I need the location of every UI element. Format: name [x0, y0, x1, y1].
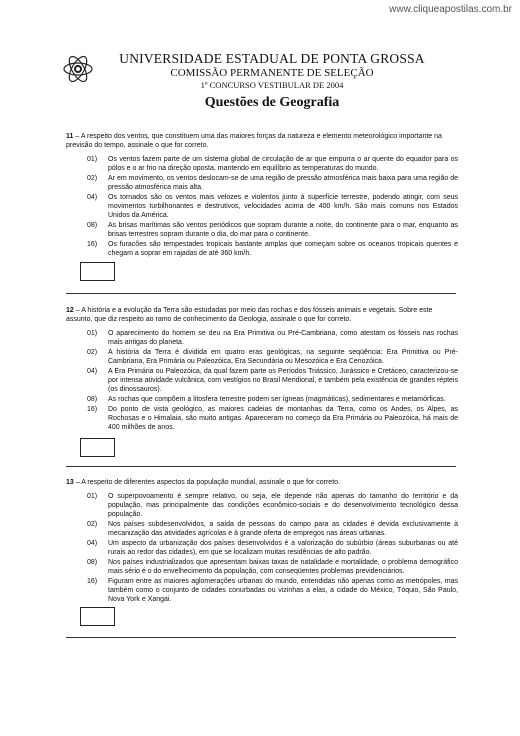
option-number: 04)	[87, 540, 98, 547]
option-item	[66, 520, 458, 538]
option-text: Os tornados são os ventos mais velozes e violentos junto à superfície terrestre, podendo atingir, com seus movimentos turbilhonantes e destrutivos, velocidades acima de 400 km/h. São mais comuns nos Estados Unidos da América.	[108, 194, 458, 219]
university-name: UNIVERSIDADE ESTADUAL DE PONTA GROSSA	[119, 51, 425, 66]
option-item	[66, 558, 458, 576]
options-list	[66, 492, 458, 604]
option-number: 08)	[87, 222, 98, 229]
option-text: Nos países industrializados que apresentam baixas taxas de natalidade e mortalidade, o problema demográfico mais sério é o do envelhecimento da população, com conseqüentes problemas previdenciários.	[108, 559, 458, 575]
option-item	[66, 367, 458, 394]
option-item	[66, 329, 458, 347]
question-number: 11	[66, 133, 74, 140]
question-13	[66, 478, 458, 605]
answer-box-12[interactable]	[80, 438, 115, 457]
option-item	[66, 174, 458, 192]
question-12	[66, 306, 458, 433]
option-item	[66, 240, 458, 258]
question-divider	[66, 466, 456, 467]
option-number: 04)	[87, 368, 98, 375]
option-text: Ar em movimento, os ventos deslocam-se de uma região de pressão atmosférica mais baixa para uma região de pressão atmosférica mais alta.	[108, 175, 458, 191]
option-number: 02)	[87, 349, 98, 356]
option-item	[66, 155, 458, 173]
exam-header	[100, 52, 444, 111]
option-number: 01)	[87, 330, 98, 337]
university-seal-logo	[62, 52, 94, 86]
option-number: 02)	[87, 175, 98, 182]
option-text: Os ventos fazem parte de um sistema global de circulação de ar que empurra o ar quente do equador para os pólos e o ar frio na direção oposta, mantendo em equilíbrio as temperaturas do mundo.	[108, 156, 458, 172]
contest-name: 1º CONCURSO VESTIBULAR DE 2004	[200, 80, 344, 90]
option-text: As brisas marítimas são ventos periódicos que sopram durante a noite, do continente para o mar, enquanto as brisas terrestres sopram durante o dia, do mar para o continente.	[108, 222, 458, 238]
option-text: A história da Terra é dividida em quatro eras geológicas, na seguinte seqüência: Era Primitiva ou Pré-Cambriana, Era Primária ou Paleozóica, Era Secundária ou Mesozóica e Era Cenozóica.	[108, 349, 458, 365]
answer-box-11[interactable]	[80, 262, 115, 281]
question-text: A história e a evolução da Terra são estudadas por meio das rochas e dos fósseis animais e vegetais. Sobre este assunto, que diz respeito ao ramo de conhecimento da Geologia, assinale o que for correto.	[66, 307, 433, 323]
option-text: O superpovoamento é sempre relativo, ou seja, ele depende não apenas do tamanho do território e da população, mas principalmente das condições econômico-sociais e do desenvolvimento tecnológico dessa população.	[108, 493, 458, 518]
option-text: Do ponto de vista geológico, as maiores cadeias de montanhas da Terra, como os Andes, os Alpes, as Rochosas e o Himalaia, são muito antigas. Apareceram no começo da Era Primária ou Paleozóica, há mais de 400 milhões de anos.	[108, 406, 458, 431]
question-number: 12	[66, 307, 74, 314]
option-number: 04)	[87, 194, 98, 201]
question-intro: 12 – A história e a evolução da Terra são estudadas por meio das rochas e dos fósseis animais e vegetais. Sobre este assunto, que diz respeito ao ramo de conhecimento da Geologia, assinale o que for correto.	[66, 307, 433, 323]
question-divider	[66, 293, 456, 294]
option-item	[66, 221, 458, 239]
options-list	[66, 155, 458, 258]
option-item	[66, 405, 458, 432]
option-number: 16)	[87, 578, 98, 585]
option-number: 16)	[87, 241, 98, 248]
option-number: 01)	[87, 156, 98, 163]
option-number: 08)	[87, 559, 98, 566]
commission-name: COMISSÃO PERMANENTE DE SELEÇÃO	[170, 67, 374, 79]
site-watermark: www.cliqueapostilas.com.br	[389, 4, 512, 15]
option-text: As rochas que compõem a litosfera terrestre podem ser ígneas (magmáticas), sedimentares e metamórficas.	[108, 396, 446, 403]
option-text: Figuram entre as maiores aglomerações urbanas do mundo, entendidas não apenas como as metrópoles, mas também como o conjunto de cidades conurbadas ou vizinhas a elas, a cidade do México, Tóquio, São Paulo, Nova York e Xangai.	[108, 578, 458, 603]
option-text: Nos países subdesenvolvidos, a saída de pessoas do campo para as cidades é devida exclusivamente à mecanização das atividades agrícolas e à grande oferta de empregos nas áreas urbanas.	[108, 521, 458, 537]
option-item	[66, 577, 458, 604]
option-number: 16)	[87, 406, 98, 413]
option-number: 02)	[87, 521, 98, 528]
question-number: 13	[66, 479, 74, 486]
option-item	[66, 193, 458, 220]
option-number: 01)	[87, 493, 98, 500]
page-title: Questões de Geografia	[204, 95, 340, 110]
question-divider	[66, 637, 456, 638]
question-11	[66, 132, 458, 259]
answer-box-13[interactable]	[80, 607, 115, 626]
option-item	[66, 539, 458, 557]
question-intro: 13 – A respeito de diferentes aspectos da população mundial, assinale o que for correto.	[66, 479, 340, 486]
options-list	[66, 329, 458, 432]
option-text: Um aspecto da urbanização dos países desenvolvidos é a valorização do subúrbio (áreas suburbanas ou até rurais ao redor das cidades), em que se localizam muitas residências de alto padrão.	[108, 540, 458, 556]
option-item	[66, 492, 458, 519]
option-item	[66, 348, 458, 366]
option-number: 08)	[87, 396, 98, 403]
option-text: A Era Primária ou Paleozóica, da qual fazem parte os Períodos Triássico, Jurássico e Cretáceo, caracterizou-se por intensa atividade vulcânica, com vestígios no Brasil Meridional, e também pela existência de grandes répteis (os dinossauros).	[108, 368, 458, 393]
question-text: A respeito dos ventos, que constituem uma das maiores forças da natureza e elemento meteorológico importante na previsão do tempo, assinale o que for correto.	[66, 133, 442, 149]
question-text: A respeito de diferentes aspectos da população mundial, assinale o que for correto.	[81, 479, 340, 486]
option-text: Os furacões são tempestades tropicais bastante amplas que começam sobre os oceanos tropicais quentes e chegam a soprar em rajadas de até 360 km/h.	[108, 241, 458, 257]
option-text: O aparecimento do homem se deu na Era Primitiva ou Pré-Cambriana, como atestam os fósseis nas rochas mais antigas do planeta.	[108, 330, 458, 346]
question-intro: 11 – A respeito dos ventos, que constituem uma das maiores forças da natureza e elemento meteorológico importante na previsão do tempo, assinale o que for correto.	[66, 133, 442, 149]
option-item	[66, 395, 458, 404]
